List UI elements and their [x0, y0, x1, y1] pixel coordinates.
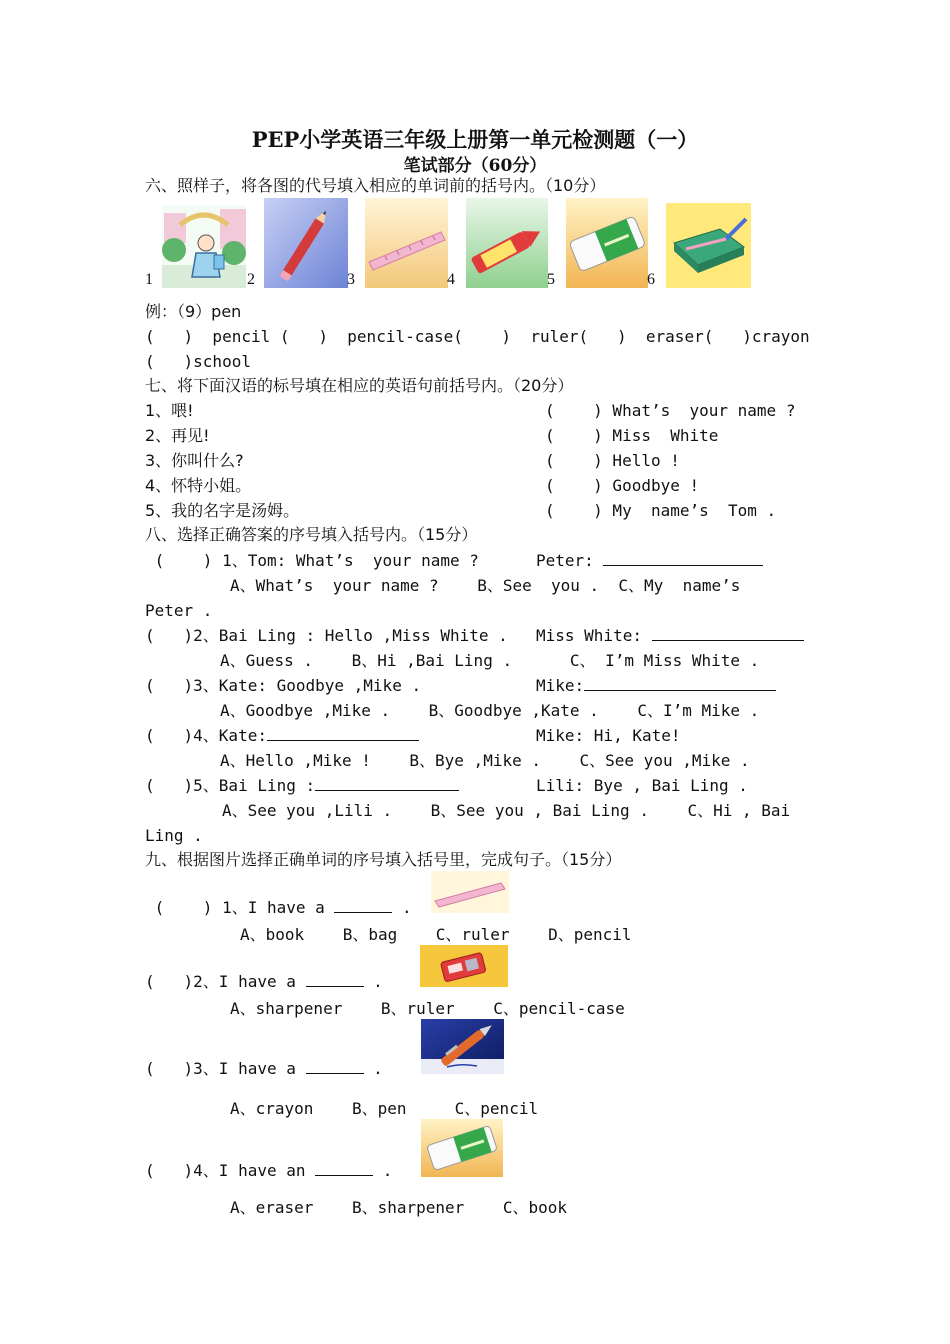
section-7-left-5: 5、我的名字是汤姆。: [145, 501, 300, 520]
section-9-q1-options: A、book B、bag C、ruler D、pencil: [240, 925, 632, 944]
section-6-heading: 六、照样子，将各图的代号填入相应的单词前的括号内。（10分）: [145, 176, 606, 195]
section-9-q4: [145, 1161, 392, 1181]
section-8-q3: ( )3、Kate: Goodbye ,Mike .: [145, 676, 422, 695]
section-9-q4-options: A、eraser B、sharpener C、book: [230, 1198, 567, 1217]
section-9-q1: [145, 898, 412, 918]
section-8-q4-text: ( )4、Kate:: [145, 726, 267, 745]
section-8-q3-speaker: Mike:: [536, 676, 585, 695]
eraser-icon: [566, 198, 648, 288]
answer-blank[interactable]: [315, 1161, 373, 1176]
section-8-q1-options: A、What’s your name ? B、See you . C、My name’s: [230, 576, 741, 595]
section-7-left-1: 1、喂!: [145, 401, 194, 420]
period: .: [373, 972, 383, 991]
section-8-q4-options: A、Hello ,Mike ! B、Bye ,Mike . C、See you ,Mike .: [220, 751, 750, 770]
section-7-right-4: ( ) Goodbye !: [545, 476, 700, 495]
pic-number-1: 1: [145, 271, 153, 288]
answer-blank[interactable]: [315, 776, 459, 791]
pic-number-4: 4: [447, 271, 455, 288]
section-8-q1: ( ) 1、Tom: What’s your name ?: [145, 551, 479, 570]
section-6-line-2: ( )school: [145, 352, 251, 371]
section-7-right-3: ( ) Hello !: [545, 451, 680, 470]
section-9-q3-options: A、crayon B、pen C、pencil: [230, 1099, 539, 1118]
section-6-line-1: ( ) pencil ( ) pencil-case( ) ruler( ) eraser( )crayon: [145, 327, 810, 346]
eraser-icon: [421, 1119, 503, 1177]
answer-blank[interactable]: [584, 676, 776, 691]
section-8-q1-speaker: Peter:: [536, 551, 594, 570]
section-8-q2-speaker: Miss White:: [536, 626, 642, 645]
section-9-q3-text: ( )3、I have a: [145, 1059, 296, 1078]
section-8-q3-options: A、Goodbye ,Mike . B、Goodbye ,Kate . C、I’m Mike .: [220, 701, 760, 720]
ruler-icon: [431, 871, 509, 913]
period: .: [402, 898, 412, 917]
section-7-left-3: 3、你叫什么?: [145, 451, 244, 470]
section-8-q5-options: A、See you ,Lili . B、See you , Bai Ling . C、Hi , Bai: [222, 801, 791, 820]
section-8-q2-options: A、Guess . B、Hi ,Bai Ling . C、 I’m Miss White .: [220, 651, 760, 670]
section-8-q5-reply: Lili: Bye , Bai Ling .: [536, 776, 748, 795]
section-8-q4-reply: Mike: Hi, Kate!: [536, 726, 681, 745]
section-8-heading: 八、选择正确答案的序号填入括号内。（15分）: [145, 525, 478, 544]
pic-number-2: 2: [247, 271, 255, 288]
pen-icon: [421, 1019, 504, 1074]
period: .: [382, 1161, 393, 1180]
section-9-q1-text: ( ) 1、I have a: [145, 898, 325, 917]
section-6-example: 例：（9）pen: [145, 302, 242, 321]
section-8-q4: [145, 726, 419, 746]
section-7-right-5: ( ) My name’s Tom .: [545, 501, 777, 520]
page-subtitle: 笔试部分（60分）: [403, 156, 547, 176]
pic-number-3: 3: [347, 271, 355, 288]
crayon-icon: [466, 198, 548, 288]
section-8-q1-answer: [536, 551, 763, 571]
section-7-left-2: 2、再见!: [145, 426, 210, 445]
section-9-q2: [145, 972, 383, 992]
pencil-case-icon: [666, 203, 751, 288]
section-9-q3: [145, 1059, 383, 1079]
sharpener-icon: [420, 945, 508, 987]
section-8-q5-text: ( )5、Bai Ling :: [145, 776, 316, 795]
section-8-q5-options-cont: Ling .: [145, 826, 203, 845]
answer-blank[interactable]: [306, 1059, 364, 1074]
section-8-q3-answer: [536, 676, 776, 696]
answer-blank[interactable]: [306, 972, 364, 987]
answer-blank[interactable]: [603, 551, 763, 566]
period: .: [373, 1059, 383, 1078]
section-8-q2: ( )2、Bai Ling : Hello ,Miss White .: [145, 626, 508, 645]
pic-number-6: 6: [647, 271, 655, 288]
pencil-icon: [264, 198, 348, 288]
page-title: PEP小学英语三年级上册第一单元检测题（一）: [251, 127, 699, 152]
section-8-q5: [145, 776, 459, 796]
section-7-right-1: ( ) What’s your name ?: [545, 401, 796, 420]
section-8-q2-answer: [536, 626, 804, 646]
section-7-right-2: ( ) Miss White: [545, 426, 719, 445]
section-9-q4-text: ( )4、I have an: [145, 1161, 306, 1180]
pic-number-5: 5: [547, 271, 555, 288]
section-7-left-4: 4、怀特小姐。: [145, 476, 252, 495]
answer-blank[interactable]: [652, 626, 804, 641]
answer-blank[interactable]: [334, 898, 392, 913]
section-9-q2-options: A、sharpener B、ruler C、pencil-case: [230, 999, 625, 1018]
section-7-heading: 七、将下面汉语的标号填在相应的英语句前括号内。（20分）: [145, 376, 574, 395]
section-8-q1-options-cont: Peter .: [145, 601, 213, 620]
answer-blank[interactable]: [267, 726, 419, 741]
section-9-heading: 九、根据图片选择正确单词的序号填入括号里，完成句子。（15分）: [145, 850, 622, 869]
ruler-icon: [365, 198, 448, 288]
section-9-q2-text: ( )2、I have a: [145, 972, 296, 991]
school-icon: [162, 205, 246, 288]
